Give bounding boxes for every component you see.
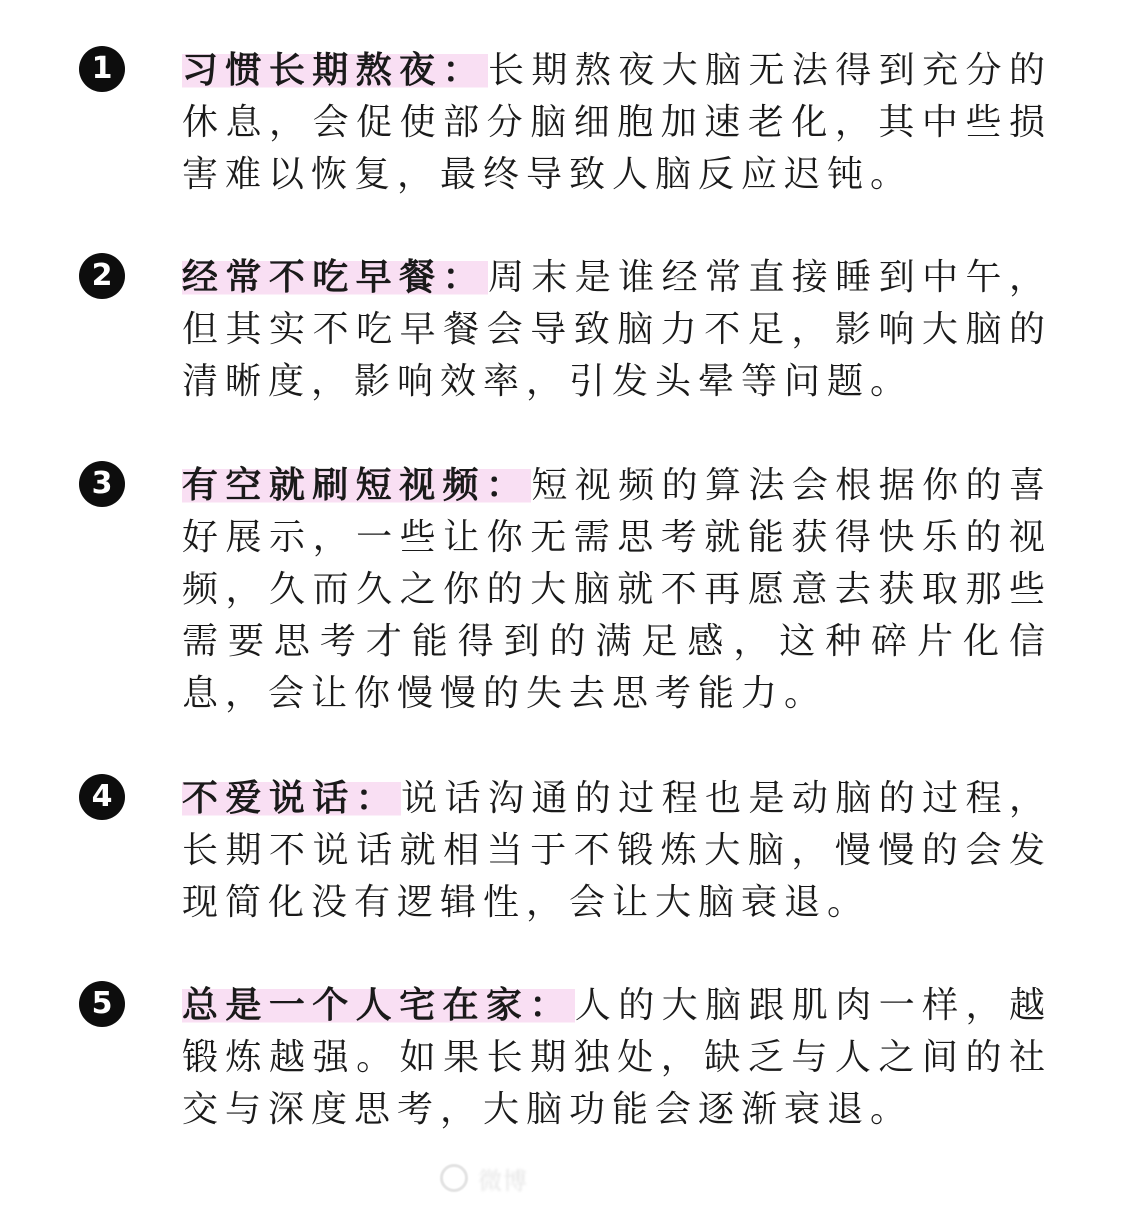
item-heading: 不爱说话： — [182, 778, 400, 819]
watermark — [440, 1160, 680, 1196]
item-heading: 有空就刷短视频： — [182, 465, 530, 506]
item-text — [182, 773, 1052, 929]
number-badge: 1 — [79, 46, 125, 92]
item-text — [182, 980, 1052, 1136]
item-body: 短视频的算法会根据你的喜好展示，一些让你无需思考就能获得快乐的视频，久而久之你的大脑就不再愿意去获取那些需要思考才能得到的满足感，这种碎片化信息，会让你慢慢的失去思考能力。 — [182, 465, 1052, 714]
item-body: 人的大脑跟肌肉一样，越锻炼越强。如果长期独处，缺乏与人之间的社交与深度思考，大脑功能会逐渐衰退。 — [182, 985, 1052, 1130]
item-text — [182, 45, 1052, 201]
number-badge: 2 — [79, 253, 125, 299]
item-body: 说话沟通的过程也是动脑的过程，长期不说话就相当于不锻炼大脑，慢慢的会发现简化没有逻辑性，会让大脑衰退。 — [182, 778, 1052, 923]
item-body: 周末是谁经常直接睡到中午，但其实不吃早餐会导致脑力不足，影响大脑的清晰度，影响效率，引发头晕等问题。 — [182, 257, 1052, 402]
item-body: 长期熬夜大脑无法得到充分的休息，会促使部分脑细胞加速老化，其中些损害难以恢复，最终导致人脑反应迟钝。 — [182, 50, 1052, 195]
item-text — [182, 460, 1052, 720]
item-heading: 习惯长期熬夜： — [182, 50, 486, 91]
item-heading: 总是一个人宅在家： — [182, 985, 573, 1026]
number-badge: 5 — [79, 981, 125, 1027]
number-badge: 3 — [79, 461, 125, 507]
item-text — [182, 252, 1052, 408]
number-badge: 4 — [79, 774, 125, 820]
item-heading: 经常不吃早餐： — [182, 257, 486, 298]
watermark-text: 微博 — [478, 1166, 528, 1195]
weibo-logo-icon — [440, 1164, 468, 1192]
